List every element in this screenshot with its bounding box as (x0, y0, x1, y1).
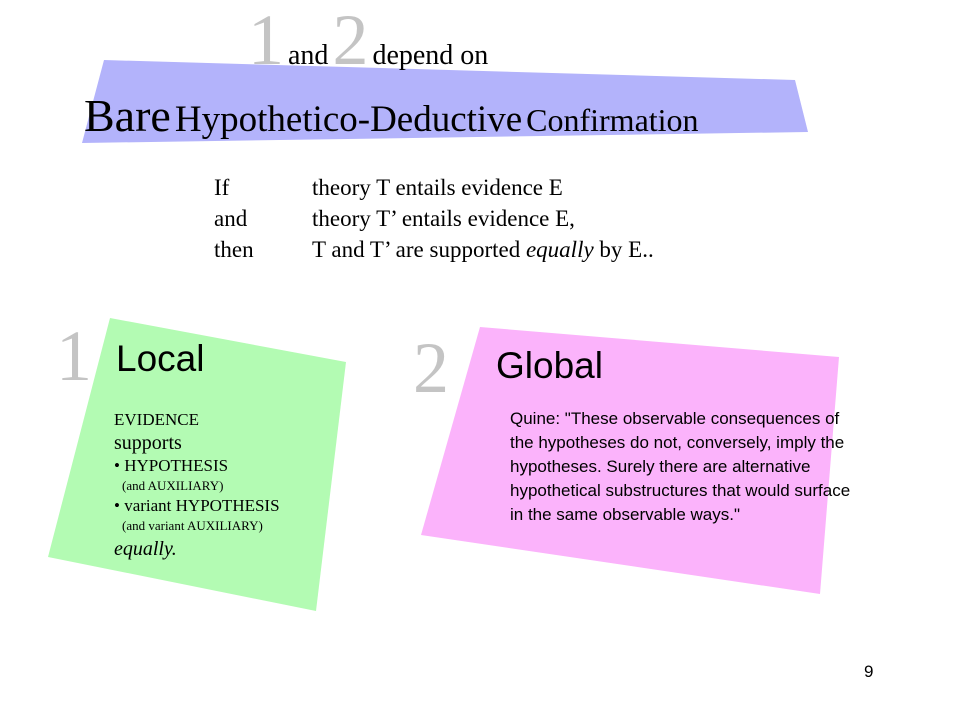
page-number: 9 (864, 662, 874, 681)
local-title: Local (116, 338, 205, 379)
local-variant-hypothesis: • variant HYPOTHESIS (114, 496, 280, 515)
title-hypothetico-deductive: Hypothetico-Deductive (174, 99, 523, 140)
rule-line-then (214, 234, 774, 265)
rule-text-if: theory T entails evidence E (312, 175, 563, 200)
rule-then-equally: equally (525, 237, 594, 262)
slide-title (84, 88, 699, 155)
hd-rule (214, 172, 774, 268)
local-content (114, 410, 280, 562)
local-equally: equally. (114, 538, 177, 560)
rule-line-if (214, 172, 774, 203)
rule-keyword-if: If (214, 175, 230, 200)
depend-on-text: depend on (372, 40, 489, 71)
rule-then-before: T and T’ are supported (312, 237, 526, 262)
local-evidence: EVIDENCE (114, 410, 199, 429)
depend-on-line (248, 0, 488, 80)
number-two: 2 (332, 0, 369, 80)
number-one: 1 (248, 0, 284, 80)
global-title: Global (496, 345, 603, 386)
global-number: 2 (413, 328, 449, 408)
rule-keyword-and: and (214, 206, 248, 231)
local-supports: supports (114, 432, 182, 454)
quine-quote: Quine: "These observable consequences of the hypotheses do not, conversely, imply the hypotheses. Surely there are alternative hypothetical substructures that would surface in the same observable ways." (510, 409, 851, 524)
and-word: and (288, 40, 329, 71)
title-bare: Bare (84, 90, 171, 141)
rule-keyword-then: then (214, 237, 254, 262)
local-number: 1 (56, 316, 92, 396)
local-hypothesis: • HYPOTHESIS (114, 456, 229, 475)
rule-text-then (312, 234, 654, 265)
title-confirmation: Confirmation (526, 102, 699, 138)
rule-line-and (214, 203, 774, 234)
rule-text-and: theory T’ entails evidence E, (312, 206, 575, 231)
rule-then-after: by E.. (593, 237, 654, 262)
local-variant-auxiliary: (and variant AUXILIARY) (122, 518, 263, 533)
local-auxiliary: (and AUXILIARY) (122, 478, 224, 493)
